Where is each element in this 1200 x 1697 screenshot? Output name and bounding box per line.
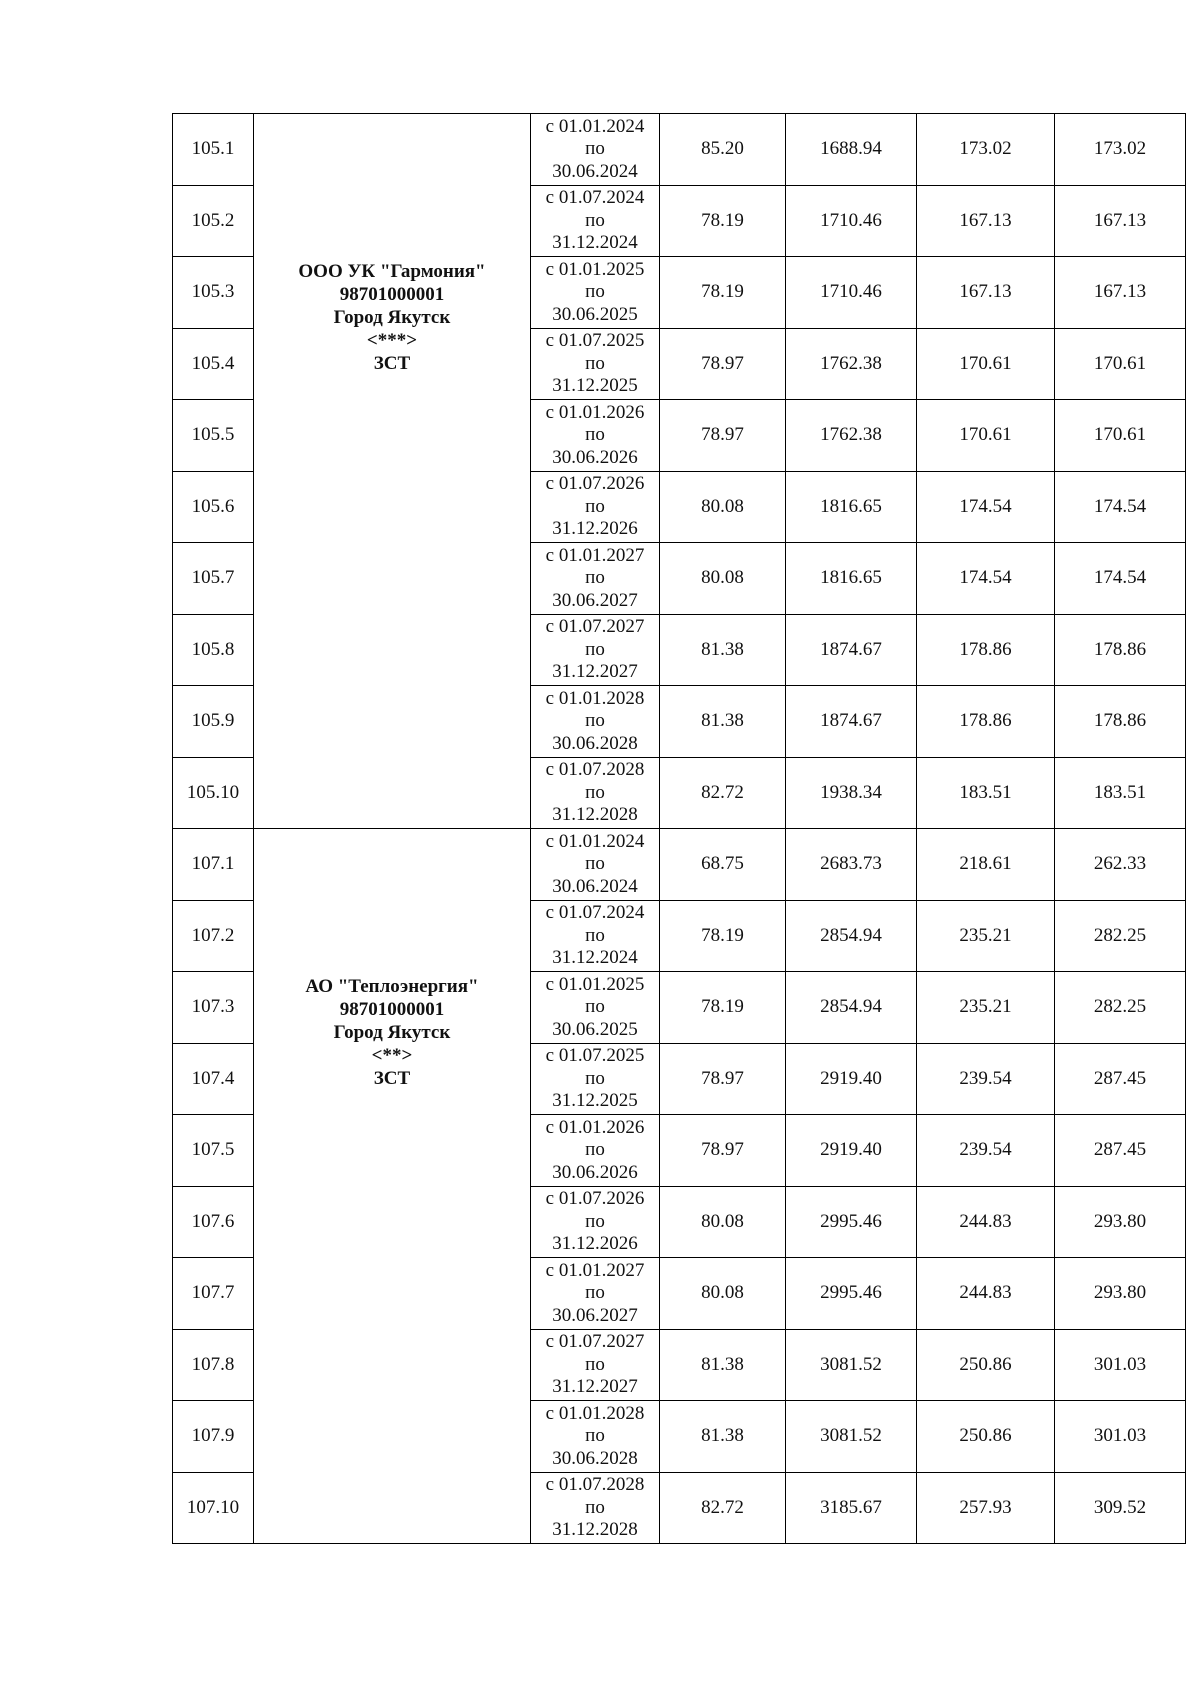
period-to-word: по <box>585 924 605 946</box>
value-cell-2: 1762.38 <box>786 400 917 472</box>
value-cell-3: 174.54 <box>917 471 1055 543</box>
organization-line: 98701000001 <box>339 999 445 1020</box>
row-number: 105.10 <box>173 757 254 829</box>
period-from: с 01.07.2024 <box>545 902 645 923</box>
period-cell <box>531 900 660 972</box>
tariff-table-body <box>173 114 1186 1544</box>
organization-cell <box>254 829 531 1544</box>
period-cell <box>531 185 660 257</box>
organization-info <box>254 829 530 1090</box>
value-cell-4: 167.13 <box>1055 185 1186 257</box>
row-number: 107.1 <box>173 829 254 901</box>
value-cell-4: 262.33 <box>1055 829 1186 901</box>
period-to: 31.12.2027 <box>552 1376 638 1397</box>
period-to: 30.06.2026 <box>552 1161 638 1183</box>
period-to-word: по <box>585 1067 605 1089</box>
value-cell-3: 170.61 <box>917 328 1055 400</box>
value-cell-3: 257.93 <box>917 1472 1055 1544</box>
value-cell-4: 170.61 <box>1055 328 1186 400</box>
period-from: с 01.01.2028 <box>545 687 645 709</box>
row-number: 105.9 <box>173 686 254 758</box>
organization-line: <***> <box>366 330 418 351</box>
value-cell-2: 2919.40 <box>786 1043 917 1115</box>
organization-line: ЗСТ <box>373 1068 411 1089</box>
value-cell-1: 81.38 <box>660 614 786 686</box>
row-number: 107.3 <box>173 972 254 1044</box>
period-to-word: по <box>585 209 605 231</box>
period-cell <box>531 257 660 329</box>
period-cell <box>531 829 660 901</box>
value-cell-3: 235.21 <box>917 900 1055 972</box>
period-to-word: по <box>585 1353 605 1375</box>
period-to: 31.12.2027 <box>552 661 638 682</box>
period-to: 30.06.2026 <box>552 446 638 468</box>
value-cell-1: 78.97 <box>660 328 786 400</box>
period-cell <box>531 1043 660 1115</box>
value-cell-4: 301.03 <box>1055 1329 1186 1401</box>
value-cell-4: 287.45 <box>1055 1043 1186 1115</box>
tariff-table <box>172 113 1186 1544</box>
table-row <box>173 114 1186 186</box>
period-cell <box>531 686 660 758</box>
organization-line: АО "Теплоэнергия" <box>305 976 479 997</box>
value-cell-1: 82.72 <box>660 1472 786 1544</box>
period-to: 30.06.2024 <box>552 160 638 182</box>
row-number: 107.2 <box>173 900 254 972</box>
value-cell-3: 239.54 <box>917 1043 1055 1115</box>
period-from: с 01.07.2025 <box>545 330 645 351</box>
row-number: 105.6 <box>173 471 254 543</box>
value-cell-4: 183.51 <box>1055 757 1186 829</box>
value-cell-3: 250.86 <box>917 1401 1055 1473</box>
value-cell-2: 3081.52 <box>786 1401 917 1473</box>
row-number: 107.4 <box>173 1043 254 1115</box>
period-to: 31.12.2024 <box>552 947 638 968</box>
row-number: 107.5 <box>173 1115 254 1187</box>
period-from: с 01.07.2025 <box>545 1045 645 1066</box>
value-cell-2: 1874.67 <box>786 686 917 758</box>
value-cell-1: 78.19 <box>660 185 786 257</box>
period-from: с 01.01.2026 <box>545 1116 645 1138</box>
period-from: с 01.01.2026 <box>545 401 645 423</box>
row-number: 107.9 <box>173 1401 254 1473</box>
organization-line: ООО УК "Гармония" <box>298 261 486 282</box>
period-from: с 01.01.2024 <box>545 115 645 137</box>
value-cell-4: 293.80 <box>1055 1258 1186 1330</box>
value-cell-1: 68.75 <box>660 829 786 901</box>
value-cell-2: 2995.46 <box>786 1258 917 1330</box>
value-cell-1: 85.20 <box>660 114 786 186</box>
row-number: 105.3 <box>173 257 254 329</box>
period-from: с 01.07.2026 <box>545 473 645 494</box>
value-cell-3: 183.51 <box>917 757 1055 829</box>
organization-line: Город Якутск <box>333 307 451 328</box>
period-to-word: по <box>585 996 605 1017</box>
period-to-word: по <box>585 495 605 517</box>
period-to-word: по <box>585 567 605 588</box>
period-to-word: по <box>585 781 605 803</box>
value-cell-1: 80.08 <box>660 1258 786 1330</box>
value-cell-2: 1874.67 <box>786 614 917 686</box>
value-cell-4: 174.54 <box>1055 543 1186 615</box>
value-cell-4: 287.45 <box>1055 1115 1186 1187</box>
period-from: с 01.01.2024 <box>545 830 645 852</box>
period-cell <box>531 471 660 543</box>
value-cell-2: 1816.65 <box>786 471 917 543</box>
value-cell-1: 81.38 <box>660 686 786 758</box>
value-cell-1: 81.38 <box>660 1401 786 1473</box>
value-cell-2: 1816.65 <box>786 543 917 615</box>
value-cell-2: 3081.52 <box>786 1329 917 1401</box>
organization-info <box>254 114 530 375</box>
value-cell-4: 174.54 <box>1055 471 1186 543</box>
period-to: 30.06.2027 <box>552 1304 638 1326</box>
value-cell-4: 282.25 <box>1055 972 1186 1044</box>
value-cell-3: 250.86 <box>917 1329 1055 1401</box>
value-cell-2: 2919.40 <box>786 1115 917 1187</box>
period-from: с 01.07.2027 <box>545 1331 645 1352</box>
value-cell-4: 282.25 <box>1055 900 1186 972</box>
value-cell-1: 80.08 <box>660 543 786 615</box>
value-cell-3: 178.86 <box>917 686 1055 758</box>
value-cell-3: 178.86 <box>917 614 1055 686</box>
value-cell-2: 3185.67 <box>786 1472 917 1544</box>
period-cell <box>531 114 660 186</box>
value-cell-2: 2683.73 <box>786 829 917 901</box>
value-cell-3: 244.83 <box>917 1186 1055 1258</box>
value-cell-4: 309.52 <box>1055 1472 1186 1544</box>
row-number: 107.8 <box>173 1329 254 1401</box>
period-to: 31.12.2026 <box>552 1233 638 1254</box>
period-to-word: по <box>585 1210 605 1232</box>
value-cell-1: 81.38 <box>660 1329 786 1401</box>
row-number: 105.1 <box>173 114 254 186</box>
value-cell-4: 293.80 <box>1055 1186 1186 1258</box>
period-from: с 01.01.2027 <box>545 544 645 566</box>
row-number: 105.5 <box>173 400 254 472</box>
value-cell-4: 173.02 <box>1055 114 1186 186</box>
value-cell-4: 167.13 <box>1055 257 1186 329</box>
value-cell-1: 80.08 <box>660 1186 786 1258</box>
value-cell-3: 235.21 <box>917 972 1055 1044</box>
value-cell-1: 82.72 <box>660 757 786 829</box>
period-to-word: по <box>585 710 605 731</box>
value-cell-1: 78.97 <box>660 1115 786 1187</box>
value-cell-3: 167.13 <box>917 257 1055 329</box>
period-to: 31.12.2028 <box>552 804 638 825</box>
period-to-word: по <box>585 1425 605 1446</box>
value-cell-2: 1688.94 <box>786 114 917 186</box>
value-cell-2: 2995.46 <box>786 1186 917 1258</box>
period-from: с 01.01.2025 <box>545 258 645 280</box>
value-cell-4: 170.61 <box>1055 400 1186 472</box>
row-number: 105.2 <box>173 185 254 257</box>
period-cell <box>531 972 660 1044</box>
period-cell <box>531 1329 660 1401</box>
table-row <box>173 829 1186 901</box>
value-cell-2: 2854.94 <box>786 972 917 1044</box>
period-cell <box>531 1186 660 1258</box>
period-from: с 01.01.2028 <box>545 1402 645 1424</box>
period-cell <box>531 543 660 615</box>
period-from: с 01.07.2026 <box>545 1188 645 1209</box>
period-to-word: по <box>585 281 605 302</box>
value-cell-3: 218.61 <box>917 829 1055 901</box>
period-to: 31.12.2028 <box>552 1519 638 1540</box>
period-cell <box>531 1472 660 1544</box>
period-to-word: по <box>585 638 605 660</box>
period-to-word: по <box>585 853 605 874</box>
period-cell <box>531 400 660 472</box>
value-cell-3: 167.13 <box>917 185 1055 257</box>
row-number: 105.7 <box>173 543 254 615</box>
period-to: 31.12.2025 <box>552 375 638 396</box>
period-from: с 01.01.2025 <box>545 973 645 995</box>
value-cell-3: 174.54 <box>917 543 1055 615</box>
organization-line: Город Якутск <box>333 1022 451 1043</box>
value-cell-1: 78.19 <box>660 972 786 1044</box>
value-cell-1: 78.19 <box>660 900 786 972</box>
value-cell-3: 239.54 <box>917 1115 1055 1187</box>
value-cell-4: 301.03 <box>1055 1401 1186 1473</box>
value-cell-2: 1762.38 <box>786 328 917 400</box>
period-to: 30.06.2025 <box>552 303 638 325</box>
organization-cell <box>254 114 531 829</box>
period-cell <box>531 1115 660 1187</box>
period-to: 31.12.2025 <box>552 1090 638 1111</box>
period-to: 31.12.2024 <box>552 232 638 253</box>
period-to: 31.12.2026 <box>552 518 638 539</box>
value-cell-1: 78.97 <box>660 400 786 472</box>
period-to-word: по <box>585 1496 605 1518</box>
period-to-word: по <box>585 352 605 374</box>
value-cell-2: 1710.46 <box>786 185 917 257</box>
period-to-word: по <box>585 1139 605 1160</box>
period-to: 30.06.2028 <box>552 732 638 754</box>
period-to-word: по <box>585 424 605 445</box>
organization-line: ЗСТ <box>373 353 411 374</box>
period-to: 30.06.2028 <box>552 1447 638 1469</box>
period-to-word: по <box>585 138 605 159</box>
value-cell-3: 244.83 <box>917 1258 1055 1330</box>
period-from: с 01.07.2028 <box>545 759 645 780</box>
row-number: 107.6 <box>173 1186 254 1258</box>
period-from: с 01.07.2027 <box>545 616 645 637</box>
value-cell-1: 78.19 <box>660 257 786 329</box>
period-cell <box>531 328 660 400</box>
value-cell-3: 173.02 <box>917 114 1055 186</box>
period-from: с 01.01.2027 <box>545 1259 645 1281</box>
period-to: 30.06.2027 <box>552 589 638 611</box>
row-number: 107.10 <box>173 1472 254 1544</box>
value-cell-4: 178.86 <box>1055 686 1186 758</box>
period-cell <box>531 614 660 686</box>
period-to-word: по <box>585 1282 605 1303</box>
value-cell-2: 2854.94 <box>786 900 917 972</box>
row-number: 105.4 <box>173 328 254 400</box>
period-to: 30.06.2024 <box>552 875 638 897</box>
value-cell-1: 80.08 <box>660 471 786 543</box>
row-number: 107.7 <box>173 1258 254 1330</box>
value-cell-3: 170.61 <box>917 400 1055 472</box>
period-cell <box>531 1258 660 1330</box>
value-cell-4: 178.86 <box>1055 614 1186 686</box>
period-to: 30.06.2025 <box>552 1018 638 1040</box>
organization-line: 98701000001 <box>339 284 445 305</box>
period-cell <box>531 757 660 829</box>
period-cell <box>531 1401 660 1473</box>
period-from: с 01.07.2024 <box>545 187 645 208</box>
value-cell-2: 1938.34 <box>786 757 917 829</box>
value-cell-2: 1710.46 <box>786 257 917 329</box>
organization-line: <**> <box>371 1045 413 1066</box>
row-number: 105.8 <box>173 614 254 686</box>
period-from: с 01.07.2028 <box>545 1474 645 1495</box>
value-cell-1: 78.97 <box>660 1043 786 1115</box>
